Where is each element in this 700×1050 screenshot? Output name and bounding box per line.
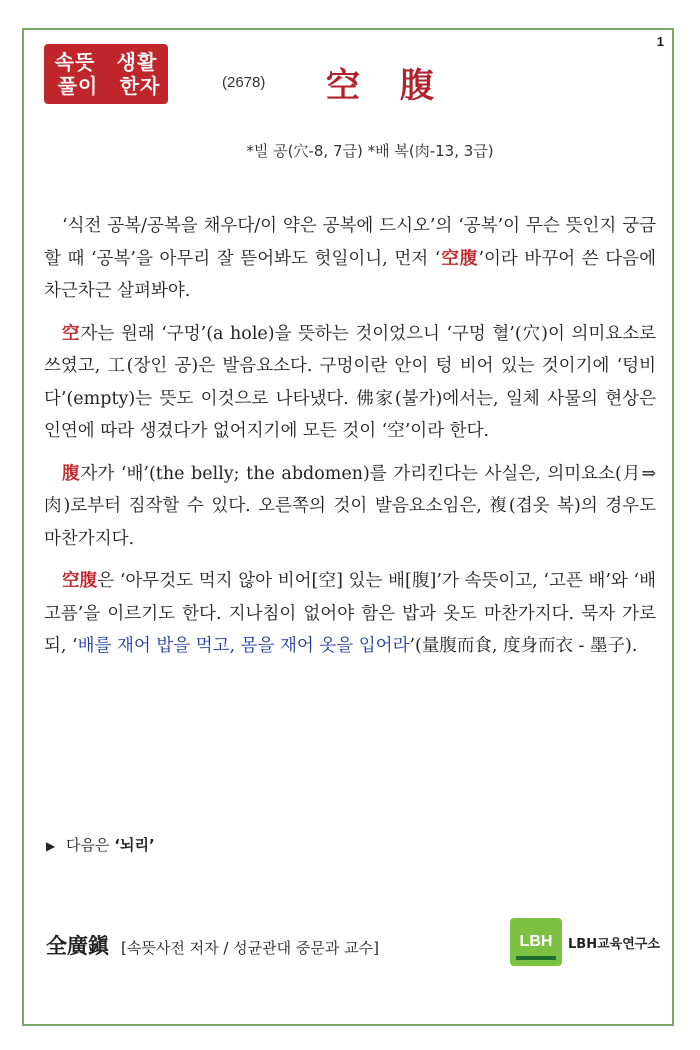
author-affiliation: [속뜻사전 저자 / 성균관대 중문과 교수] bbox=[121, 939, 379, 957]
article-paragraph bbox=[44, 565, 656, 663]
article-paragraph bbox=[44, 318, 656, 448]
logo-left bbox=[44, 50, 106, 98]
paragraph-text: 은 ‘아무것도 먹지 않아 비어[空] 있는 배[腹]’가 속뜻이고, ‘고픈 배’와 ‘배고픔’을 이르기도 한다. 지나침이 없어야 함은 밥과 옷도 마찬가지다. 묵자 가로되, ‘ bbox=[44, 571, 656, 656]
hanja-highlight: 空 bbox=[62, 323, 81, 344]
page-number: 1 bbox=[656, 34, 664, 49]
article-subtitle: *빌 공(穴-8, 7급) *배 복(肉-13, 3급) bbox=[246, 142, 494, 160]
author-line bbox=[46, 930, 379, 960]
paragraph-text: ‘식전 공복/공복을 채우다/이 약은 공복에 드시오’의 ‘공복’이 무슨 뜻인지 궁금할 때 ‘공복’을 아무리 잘 뜯어봐도 헛일이니, 먼저 ‘ bbox=[44, 216, 656, 269]
publisher-name: LBH교육연구소 bbox=[568, 936, 660, 952]
next-word: ‘뇌리’ bbox=[114, 836, 155, 854]
next-label: 다음은 bbox=[66, 836, 110, 854]
next-topic bbox=[46, 834, 155, 855]
logo-text-2: 풀이 bbox=[57, 74, 99, 98]
hanja-highlight: 空腹 bbox=[62, 571, 98, 591]
article-number: (2678) bbox=[222, 74, 266, 91]
publisher-logo bbox=[510, 918, 660, 966]
logo-text-3: 생활 bbox=[116, 50, 158, 74]
paragraph-text: ’(量腹而食, 度身而衣 - 墨子). bbox=[409, 636, 638, 656]
paragraph-text: 자는 원래 ‘구멍’(a hole)을 뜻하는 것이었으니 ‘구멍 혈’(穴)이 의미요소로 쓰였고, 工(장인 공)은 발음요소다. 구멍이란 안이 텅 비어 있는 것이기에 ‘텅비다’(empty)는 뜻도 이것으로 나타냈다. 佛家(불가)에서는, 일체 사물의 현상은 인연에 따라 생겼다가 없어지기에 모든 것이 ‘空’이라 한다. bbox=[44, 323, 657, 441]
logo-right bbox=[106, 50, 168, 98]
lbh-logo-icon: LBH bbox=[510, 918, 562, 966]
logo-text-1: 속뜻 bbox=[54, 50, 96, 74]
author-name: 全廣鎭 bbox=[46, 933, 109, 958]
hanja-highlight: 空腹 bbox=[440, 248, 479, 269]
article-paragraph bbox=[44, 458, 656, 556]
paragraph-text: ’이라 바꾸어 쓴 다음에 차근차근 살펴봐야. bbox=[44, 248, 656, 301]
hanja-highlight: 腹 bbox=[62, 463, 81, 484]
article-body bbox=[44, 210, 656, 673]
series-logo bbox=[44, 44, 168, 104]
paragraph-text: 자가 ‘배’(the belly; the abdomen)를 가리킨다는 사실은, 의미요소(月⇒肉)로부터 짐작할 수 있다. 오른쪽의 것이 발음요소임은, 複(겹옷 복)의 경우도 마찬가지다. bbox=[44, 463, 656, 549]
article-title: 空 腹 bbox=[326, 66, 448, 106]
quote-highlight: 배를 재어 밥을 먹고, 몸을 재어 옷을 입어라 bbox=[77, 636, 410, 656]
triangle-icon: ▶ bbox=[46, 839, 56, 853]
logo-text-4: 한자 bbox=[119, 74, 161, 98]
article-paragraph bbox=[44, 210, 656, 308]
